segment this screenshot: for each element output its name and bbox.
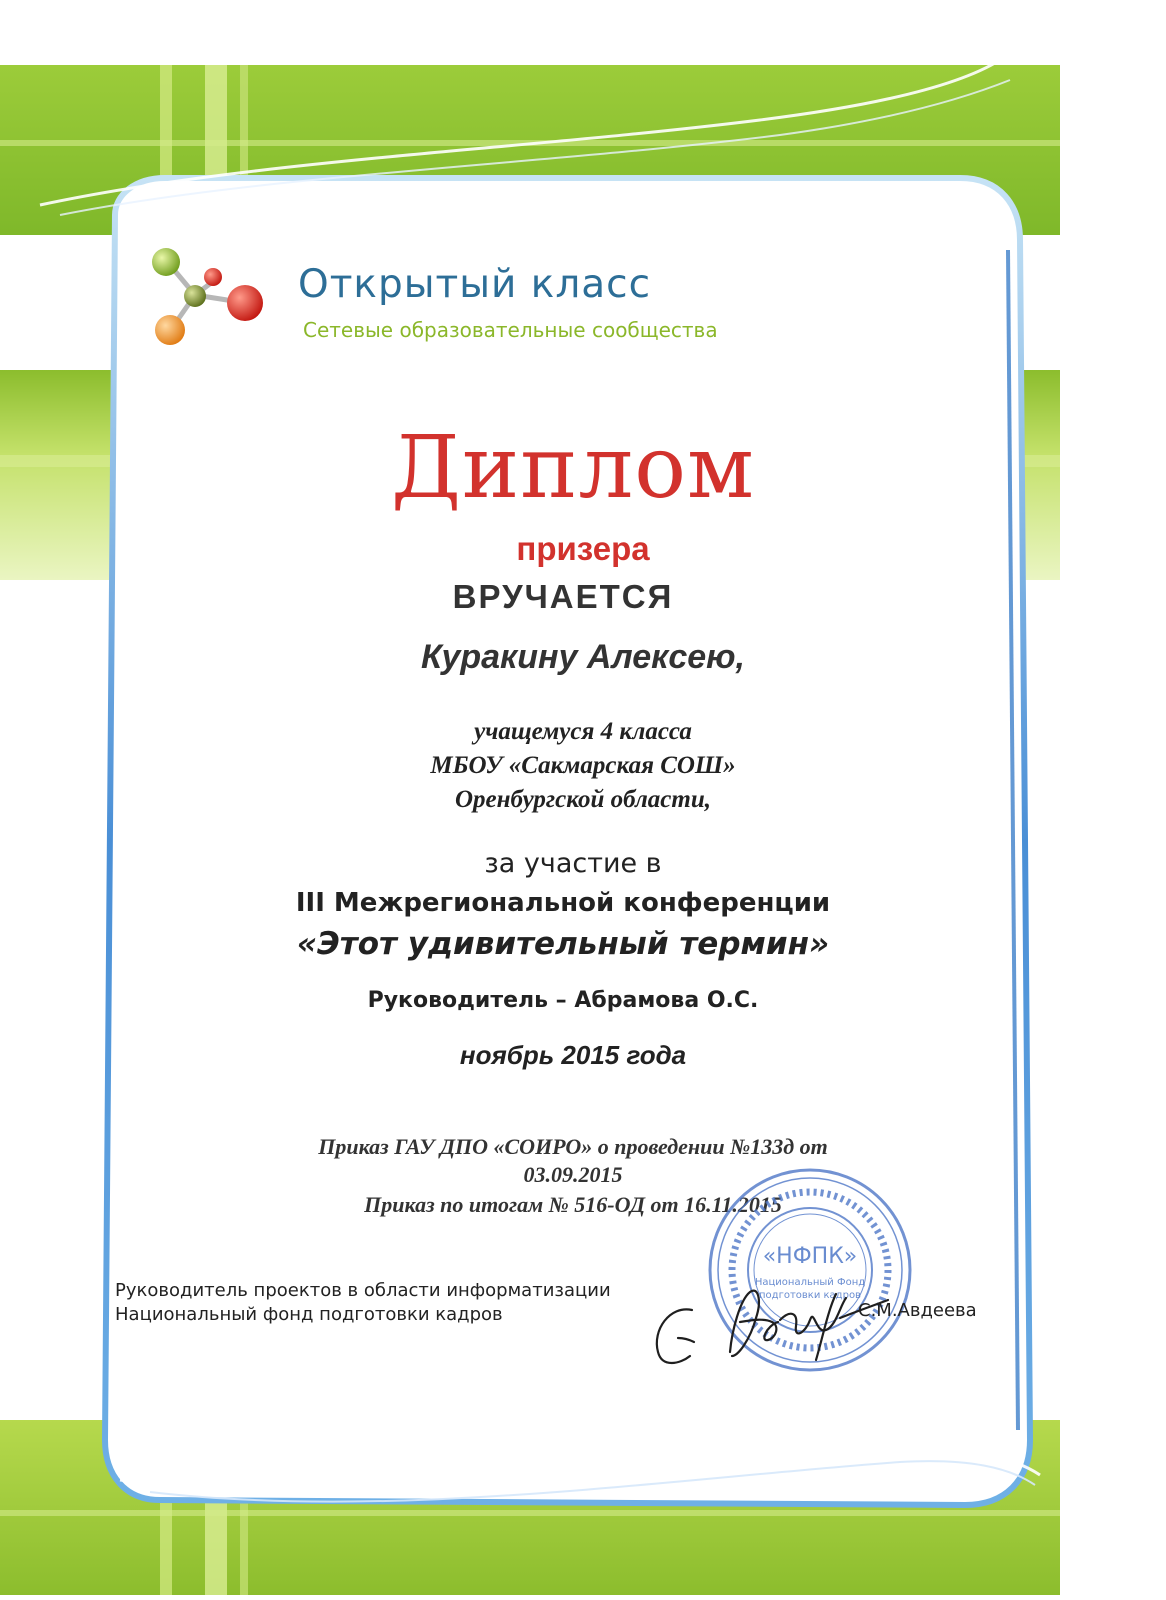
recipient-name: Куракину Алексею, [421,638,745,676]
logo-subtitle: Сетевые образовательные сообщества [303,318,718,342]
order-line-2: 03.09.2015 [523,1162,623,1187]
svg-text:Национальный Фонд: Национальный Фонд [754,1277,866,1288]
conference-name: «Этот удивительный термин» [296,926,830,962]
recipient-grade: учащемуся 4 класса [474,718,692,745]
signer-name: С.М.Авдеева [858,1300,977,1321]
order-line-3: Приказ по итогам № 516-ОД от 16.11.2015 [364,1192,782,1217]
conference-line: III Межрегиональной конференции [295,888,831,918]
diploma-subtitle: призера [516,530,650,567]
award-line: ВРУЧАЕТСЯ [452,578,674,615]
reason-line: за участие в [484,848,662,879]
leader-line: Руководитель – Абрамова О.С. [367,988,759,1013]
svg-text:подготовки кадров: подготовки кадров [759,1290,861,1301]
date-line: ноябрь 2015 года [459,1040,687,1070]
recipient-school: МБОУ «Сакмарская СОШ» [430,752,736,779]
logo-title: Открытый класс [298,262,652,307]
diploma-title: Диплом [391,418,755,518]
logo-molecule-icon [140,240,270,355]
signer-position: Руководитель проектов в области информатизации [115,1280,611,1301]
recipient-region: Оренбургской области, [454,786,712,813]
stamp-center-text: «НФПК» [762,1244,858,1269]
signer-organization: Национальный фонд подготовки кадров [115,1304,503,1325]
order-line-1: Приказ ГАУ ДПО «СОИРО» о проведении №133д от [318,1134,828,1159]
